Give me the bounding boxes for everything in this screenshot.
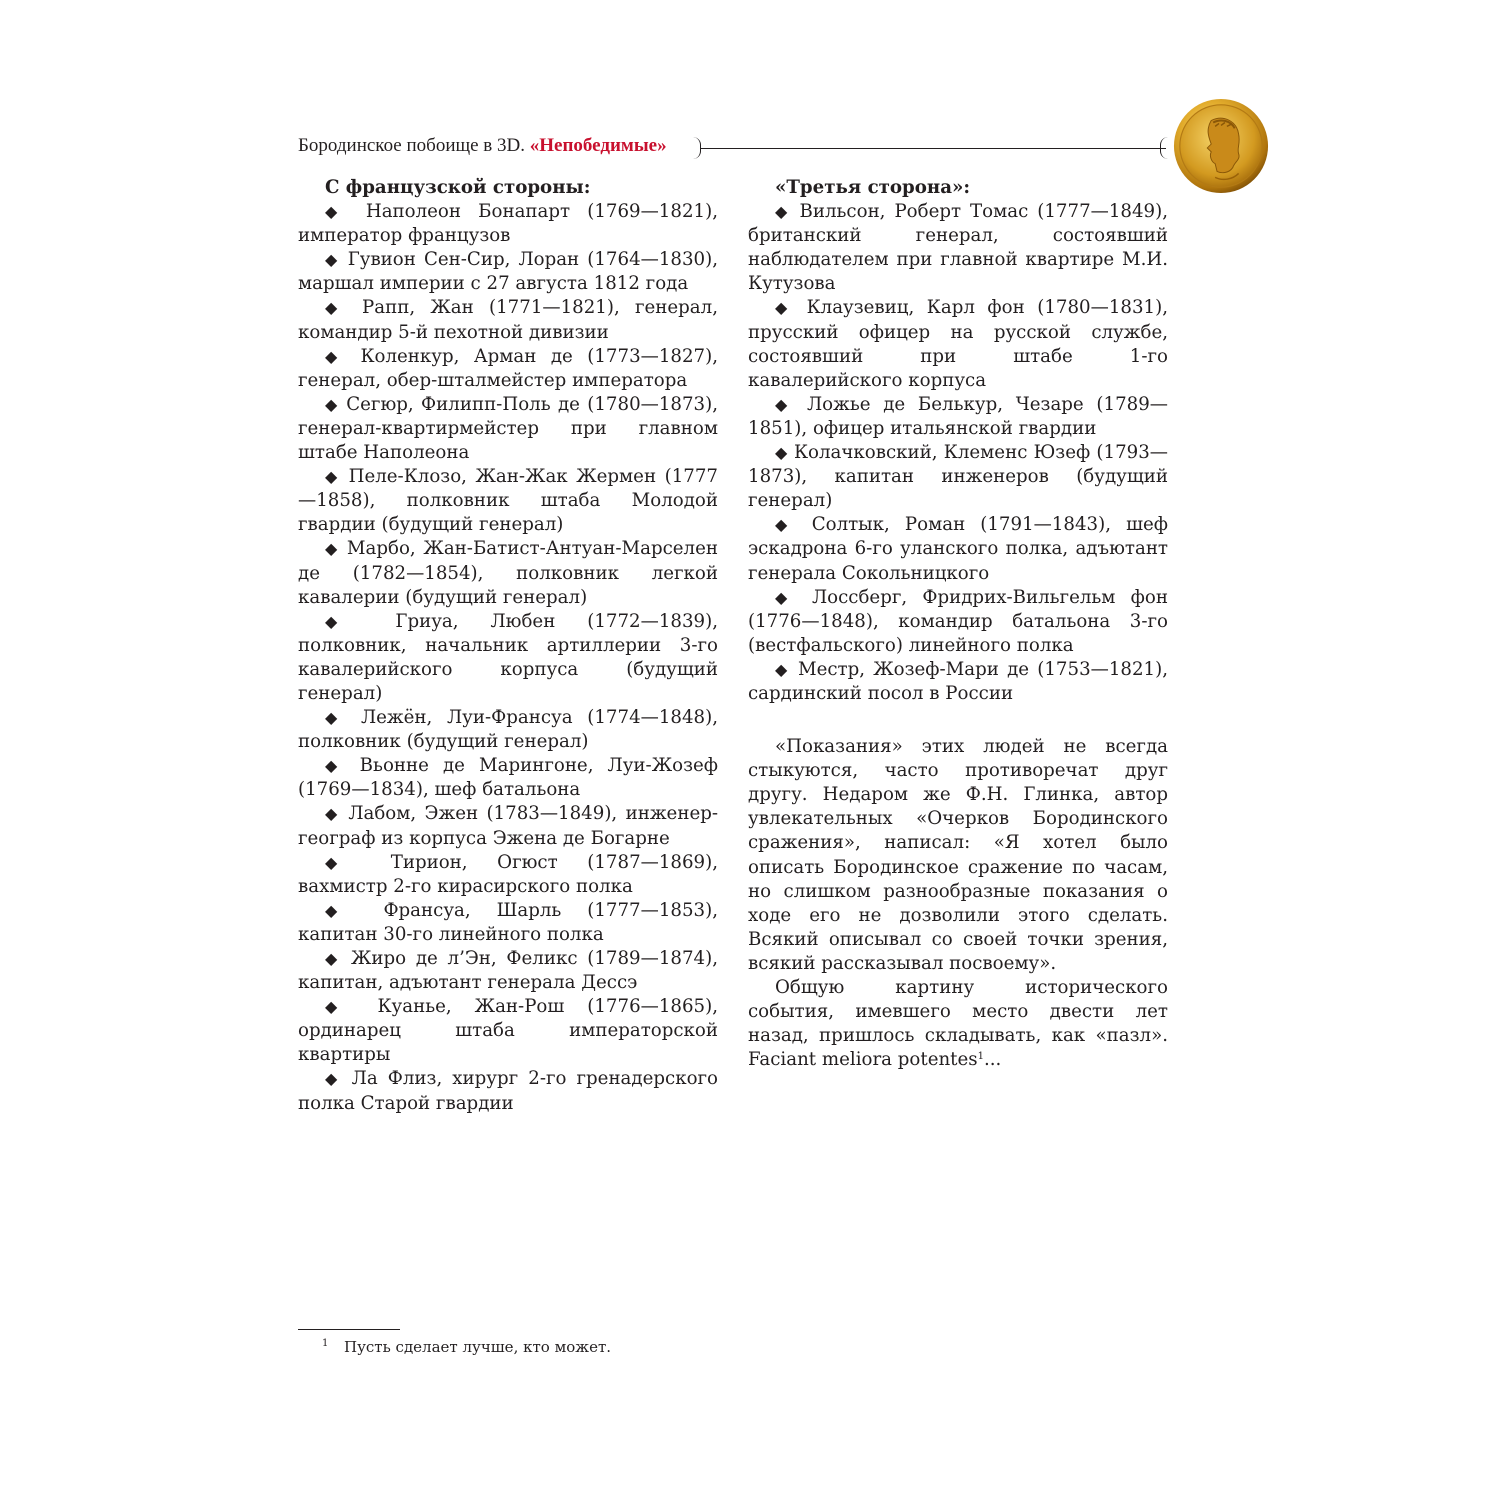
person-entry: [748, 513, 1168, 585]
person-entry: [298, 706, 718, 754]
diamond-bullet-icon: ◆: [325, 852, 362, 872]
header-accent: «Непобедимые»: [529, 135, 667, 156]
entry-text: Местр, Жозеф-Мари де (1753—1821), сардинский посол в России: [748, 658, 1168, 704]
entry-text: Марбо, Жан-Батист-Антуан-Марселен де (1782—1854), полковник легкой кавалерии (будущий генерал): [298, 538, 718, 608]
entry-text: Наполеон Бонапарт (1769—1821), император французов: [298, 201, 718, 247]
person-entry: [748, 586, 1168, 658]
entry-text: Гриуа, Любен (1772—1839), полковник, начальник артиллерии 3-го кавалерийского корпуса (будущий генерал): [298, 610, 718, 704]
person-entry: [298, 393, 718, 465]
person-entry: [298, 200, 718, 248]
footnote-number-wrapper: [322, 1336, 344, 1358]
footnote-marker[interactable]: 1: [977, 1051, 984, 1063]
person-entry: [298, 248, 718, 296]
entry-text: Солтык, Роман (1791—1843), шеф эскадрона 6-го уланского полка, адъютант генерала Сокольницкого: [748, 514, 1168, 584]
person-entry: [298, 851, 718, 899]
diamond-bullet-icon: ◆: [325, 539, 340, 559]
person-entry: [298, 345, 718, 393]
diamond-bullet-icon: ◆: [325, 949, 342, 968]
diamond-bullet-icon: ◆: [775, 202, 791, 222]
body-paragraph-2: [748, 976, 1168, 1072]
person-entry: [748, 296, 1168, 392]
person-entry: [298, 899, 718, 947]
diamond-bullet-icon: ◆: [325, 394, 339, 414]
diamond-bullet-icon: ◆: [325, 997, 355, 1017]
paragraph-2-text: Общую картину исторического события, имевшего место двести лет назад, пришлось складывать, как «пазл». Faciant meliora potentes: [748, 977, 1168, 1071]
entry-text: Клаузевиц, Карл фон (1780—1831), прусский офицер на русской службе, состоявший при штабе 1-го кавалерийского корпуса: [748, 297, 1168, 391]
diamond-bullet-icon: ◆: [775, 394, 795, 414]
diamond-bullet-icon: ◆: [775, 515, 797, 535]
diamond-bullet-icon: ◆: [325, 346, 346, 366]
entry-text: Пеле-Клозо, Жан-Жак Жермен (1777—1858), полковник штаба Молодой гвардии (будущий генерал): [298, 466, 718, 536]
entry-text: Жиро де л’Эн, Феликс (1789—1874), капитан, адъютант генерала Дессэ: [298, 948, 718, 994]
header-bracket-right: [1160, 137, 1168, 159]
diamond-bullet-icon: ◆: [775, 587, 797, 607]
diamond-bullet-icon: ◆: [325, 202, 349, 222]
paragraph-2-tail: ...: [983, 1049, 1002, 1071]
header-text: [298, 135, 667, 157]
footnote: [322, 1336, 611, 1358]
diamond-bullet-icon: ◆: [325, 250, 340, 270]
left-column-heading: С французской стороны:: [325, 177, 591, 198]
right-column: [748, 176, 1168, 1072]
entry-text: Лабом, Эжен (1783—1849), инженер-географ из корпуса Эжена де Богарне: [298, 803, 718, 849]
entry-text: Лоссберг, Фридрих-Вильгельм фон (1776—1848), командир батальона 3-го (вестфальского) линейного полка: [748, 586, 1168, 656]
person-entry: [748, 200, 1168, 296]
paragraph-gap: [748, 706, 1168, 735]
diamond-bullet-icon: ◆: [325, 900, 358, 920]
diamond-bullet-icon: ◆: [325, 467, 341, 487]
gold-medal-icon: [1172, 97, 1270, 195]
header-rule: [700, 148, 1166, 149]
person-entry: [298, 995, 718, 1067]
diamond-bullet-icon: ◆: [775, 443, 788, 463]
left-column: [298, 176, 718, 1116]
entry-text: Вильсон, Роберт Томас (1777—1849), британский генерал, состоявший наблюдателем при главной квартире М.И. Кутузова: [748, 201, 1168, 295]
entry-text: Колачковский, Клеменс Юзеф (1793—1873), капитан инженеров (будущий генерал): [748, 442, 1168, 512]
person-entry: [748, 441, 1168, 513]
footnote-number: 1: [322, 1338, 329, 1349]
person-entry: [298, 1067, 718, 1115]
diamond-bullet-icon: ◆: [325, 611, 364, 631]
body-paragraph-1: «Показания» этих людей не всегда стыкуются, часто противоречат друг другу. Недаром же Ф.Н. Глинка, автор увлекательных «Очерков Бородинского сражения», написал: «Я хотел было описать Бородинское сражение по часам, но слишком разнообразные показания о ходе его не дозволили этого сделать. Всякий описывал со своей точки зрения, всякий рассказывал посвоему».: [748, 736, 1168, 974]
entry-text: Рапп, Жан (1771—1821), генерал, командир 5-й пехотной дивизии: [298, 297, 718, 343]
entry-text: Гувион Сен-Сир, Лоран (1764—1830), маршал империи с 27 августа 1812 года: [298, 249, 718, 295]
diamond-bullet-icon: ◆: [325, 708, 347, 728]
entry-text: Тирион, Огюст (1787—1869), вахмистр 2-го кирасирского полка: [298, 851, 718, 897]
diamond-bullet-icon: ◆: [775, 659, 790, 679]
entry-text: Сегюр, Филипп-Поль де (1780—1873), генерал-квартирмейстер при главном штабе Наполеона: [298, 393, 718, 464]
entry-text: Вьонне де Марингоне, Луи-Жозеф (1769—1834), шеф батальона: [298, 755, 718, 801]
diamond-bullet-icon: ◆: [325, 298, 347, 318]
person-entry: [748, 393, 1168, 441]
person-entry: [298, 947, 718, 995]
diamond-bullet-icon: ◆: [325, 1069, 342, 1089]
diamond-bullet-icon: ◆: [775, 298, 795, 318]
person-entry: [298, 537, 718, 609]
entry-text: Куанье, Жан-Рош (1776—1865), ординарец штаба императорской квартиры: [298, 996, 718, 1066]
person-entry: [298, 465, 718, 537]
person-entry: [748, 658, 1168, 706]
person-entry: [298, 296, 718, 344]
diamond-bullet-icon: ◆: [325, 804, 340, 824]
running-header: [298, 134, 1168, 162]
header-title: Бородинское побоище в 3D.: [298, 135, 525, 156]
diamond-bullet-icon: ◆: [325, 756, 346, 776]
footnote-text: Пусть сделает лучше, кто может.: [344, 1338, 612, 1356]
right-column-heading: «Третья сторона»:: [775, 177, 971, 198]
entry-text: Коленкур, Арман де (1773—1827), генерал, обер-шталмейстер императора: [298, 345, 718, 391]
entry-text: Лежён, Луи-Франсуа (1774—1848), полковник (будущий генерал): [298, 707, 718, 753]
entry-text: Ла Флиз, хирург 2-го гренадерского полка Старой гвардии: [298, 1068, 718, 1114]
person-entry: [298, 754, 718, 802]
entry-text: Ложье де Белькур, Чезаре (1789—1851), офицер итальянской гвардии: [748, 393, 1168, 439]
person-entry: [298, 610, 718, 706]
person-entry: [298, 802, 718, 850]
entry-text: Франсуа, Шарль (1777—1853), капитан 30-го линейного полка: [298, 899, 718, 945]
footnote-rule: [298, 1329, 400, 1330]
